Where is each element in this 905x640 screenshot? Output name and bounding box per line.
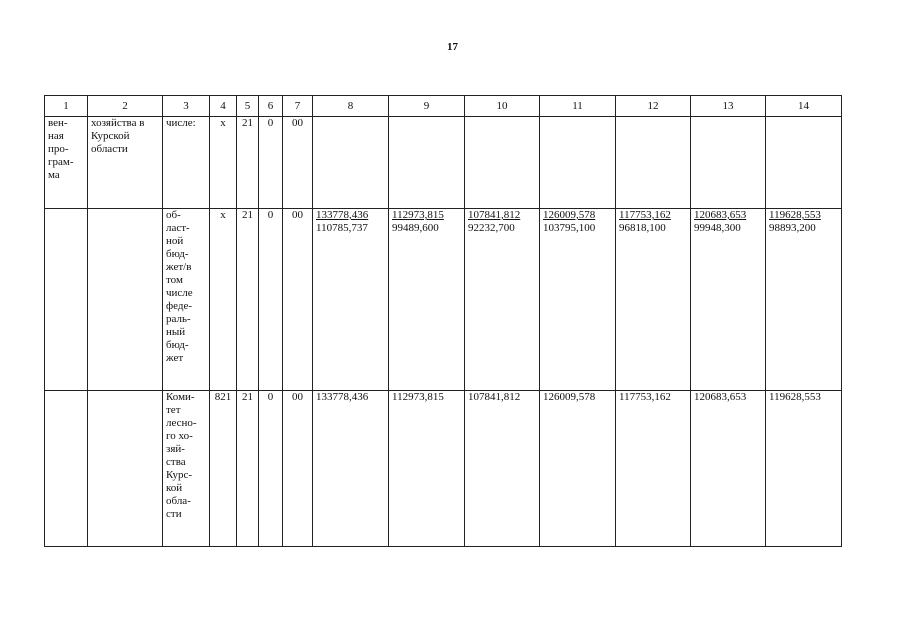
value-cell: 119628,553 bbox=[766, 391, 842, 547]
total-value: 107841,812 bbox=[468, 209, 521, 221]
federal-value: 96818,100 bbox=[619, 222, 666, 234]
table-row bbox=[45, 391, 842, 547]
value-cell: 117753,162 bbox=[616, 391, 691, 547]
value-cell bbox=[465, 209, 540, 391]
budget-table bbox=[44, 95, 842, 547]
code-cell: 21 bbox=[237, 117, 259, 209]
name-cell: хозяйства в Курской области bbox=[88, 117, 163, 209]
federal-value: 99948,300 bbox=[694, 222, 741, 234]
name-cell bbox=[88, 391, 163, 547]
code-cell: х bbox=[210, 209, 237, 391]
header-row bbox=[45, 96, 842, 117]
table-row bbox=[45, 209, 842, 391]
code-cell: 821 bbox=[210, 391, 237, 547]
code-cell: 21 bbox=[237, 209, 259, 391]
value-cell bbox=[540, 117, 616, 209]
federal-value: 110785,737 bbox=[316, 222, 368, 234]
total-value: 120683,653 bbox=[694, 209, 747, 221]
total-value: 112973,815 bbox=[392, 209, 444, 221]
table-row bbox=[45, 117, 842, 209]
value-cell bbox=[616, 209, 691, 391]
value-cell bbox=[691, 117, 766, 209]
col-header: 11 bbox=[540, 96, 616, 117]
value-cell bbox=[313, 209, 389, 391]
col-header: 4 bbox=[210, 96, 237, 117]
col-header: 9 bbox=[389, 96, 465, 117]
page-number: 17 bbox=[447, 41, 458, 53]
value-cell: 126009,578 bbox=[540, 391, 616, 547]
total-value: 133778,436 bbox=[316, 209, 369, 221]
code-cell: 21 bbox=[237, 391, 259, 547]
col-header: 14 bbox=[766, 96, 842, 117]
value-cell: 112973,815 bbox=[389, 391, 465, 547]
col-header: 12 bbox=[616, 96, 691, 117]
value-cell bbox=[766, 209, 842, 391]
value-cell bbox=[616, 117, 691, 209]
col-header: 7 bbox=[283, 96, 313, 117]
col-header: 2 bbox=[88, 96, 163, 117]
col-header: 10 bbox=[465, 96, 540, 117]
col-header: 5 bbox=[237, 96, 259, 117]
value-cell bbox=[540, 209, 616, 391]
program-cell bbox=[45, 209, 88, 391]
code-cell: 00 bbox=[283, 117, 313, 209]
federal-value: 98893,200 bbox=[769, 222, 816, 234]
code-cell: 00 bbox=[283, 391, 313, 547]
value-cell bbox=[313, 117, 389, 209]
code-cell: х bbox=[210, 117, 237, 209]
code-cell: 0 bbox=[259, 391, 283, 547]
total-value: 126009,578 bbox=[543, 209, 596, 221]
col-header: 3 bbox=[163, 96, 210, 117]
program-cell: вен- ная про- грам- ма bbox=[45, 117, 88, 209]
executor-cell: числе: bbox=[163, 117, 210, 209]
program-cell bbox=[45, 391, 88, 547]
total-value: 117753,162 bbox=[619, 209, 671, 221]
value-cell: 107841,812 bbox=[465, 391, 540, 547]
federal-value: 103795,100 bbox=[543, 222, 596, 234]
value-cell bbox=[389, 117, 465, 209]
code-cell: 0 bbox=[259, 209, 283, 391]
code-cell: 00 bbox=[283, 209, 313, 391]
code-cell: 0 bbox=[259, 117, 283, 209]
federal-value: 99489,600 bbox=[392, 222, 439, 234]
value-cell bbox=[465, 117, 540, 209]
value-cell bbox=[691, 209, 766, 391]
total-value: 119628,553 bbox=[769, 209, 821, 221]
col-header: 13 bbox=[691, 96, 766, 117]
executor-cell: Коми- тет лесно- го хо- зяй- ства Курс- кой обла- сти bbox=[163, 391, 210, 547]
col-header: 6 bbox=[259, 96, 283, 117]
value-cell: 120683,653 bbox=[691, 391, 766, 547]
value-cell: 133778,436 bbox=[313, 391, 389, 547]
col-header: 8 bbox=[313, 96, 389, 117]
executor-cell: об- ласт- ной бюд- жет/в том числе феде- раль- ный бюд- жет bbox=[163, 209, 210, 391]
name-cell bbox=[88, 209, 163, 391]
value-cell bbox=[766, 117, 842, 209]
value-cell bbox=[389, 209, 465, 391]
federal-value: 92232,700 bbox=[468, 222, 515, 234]
col-header: 1 bbox=[45, 96, 88, 117]
